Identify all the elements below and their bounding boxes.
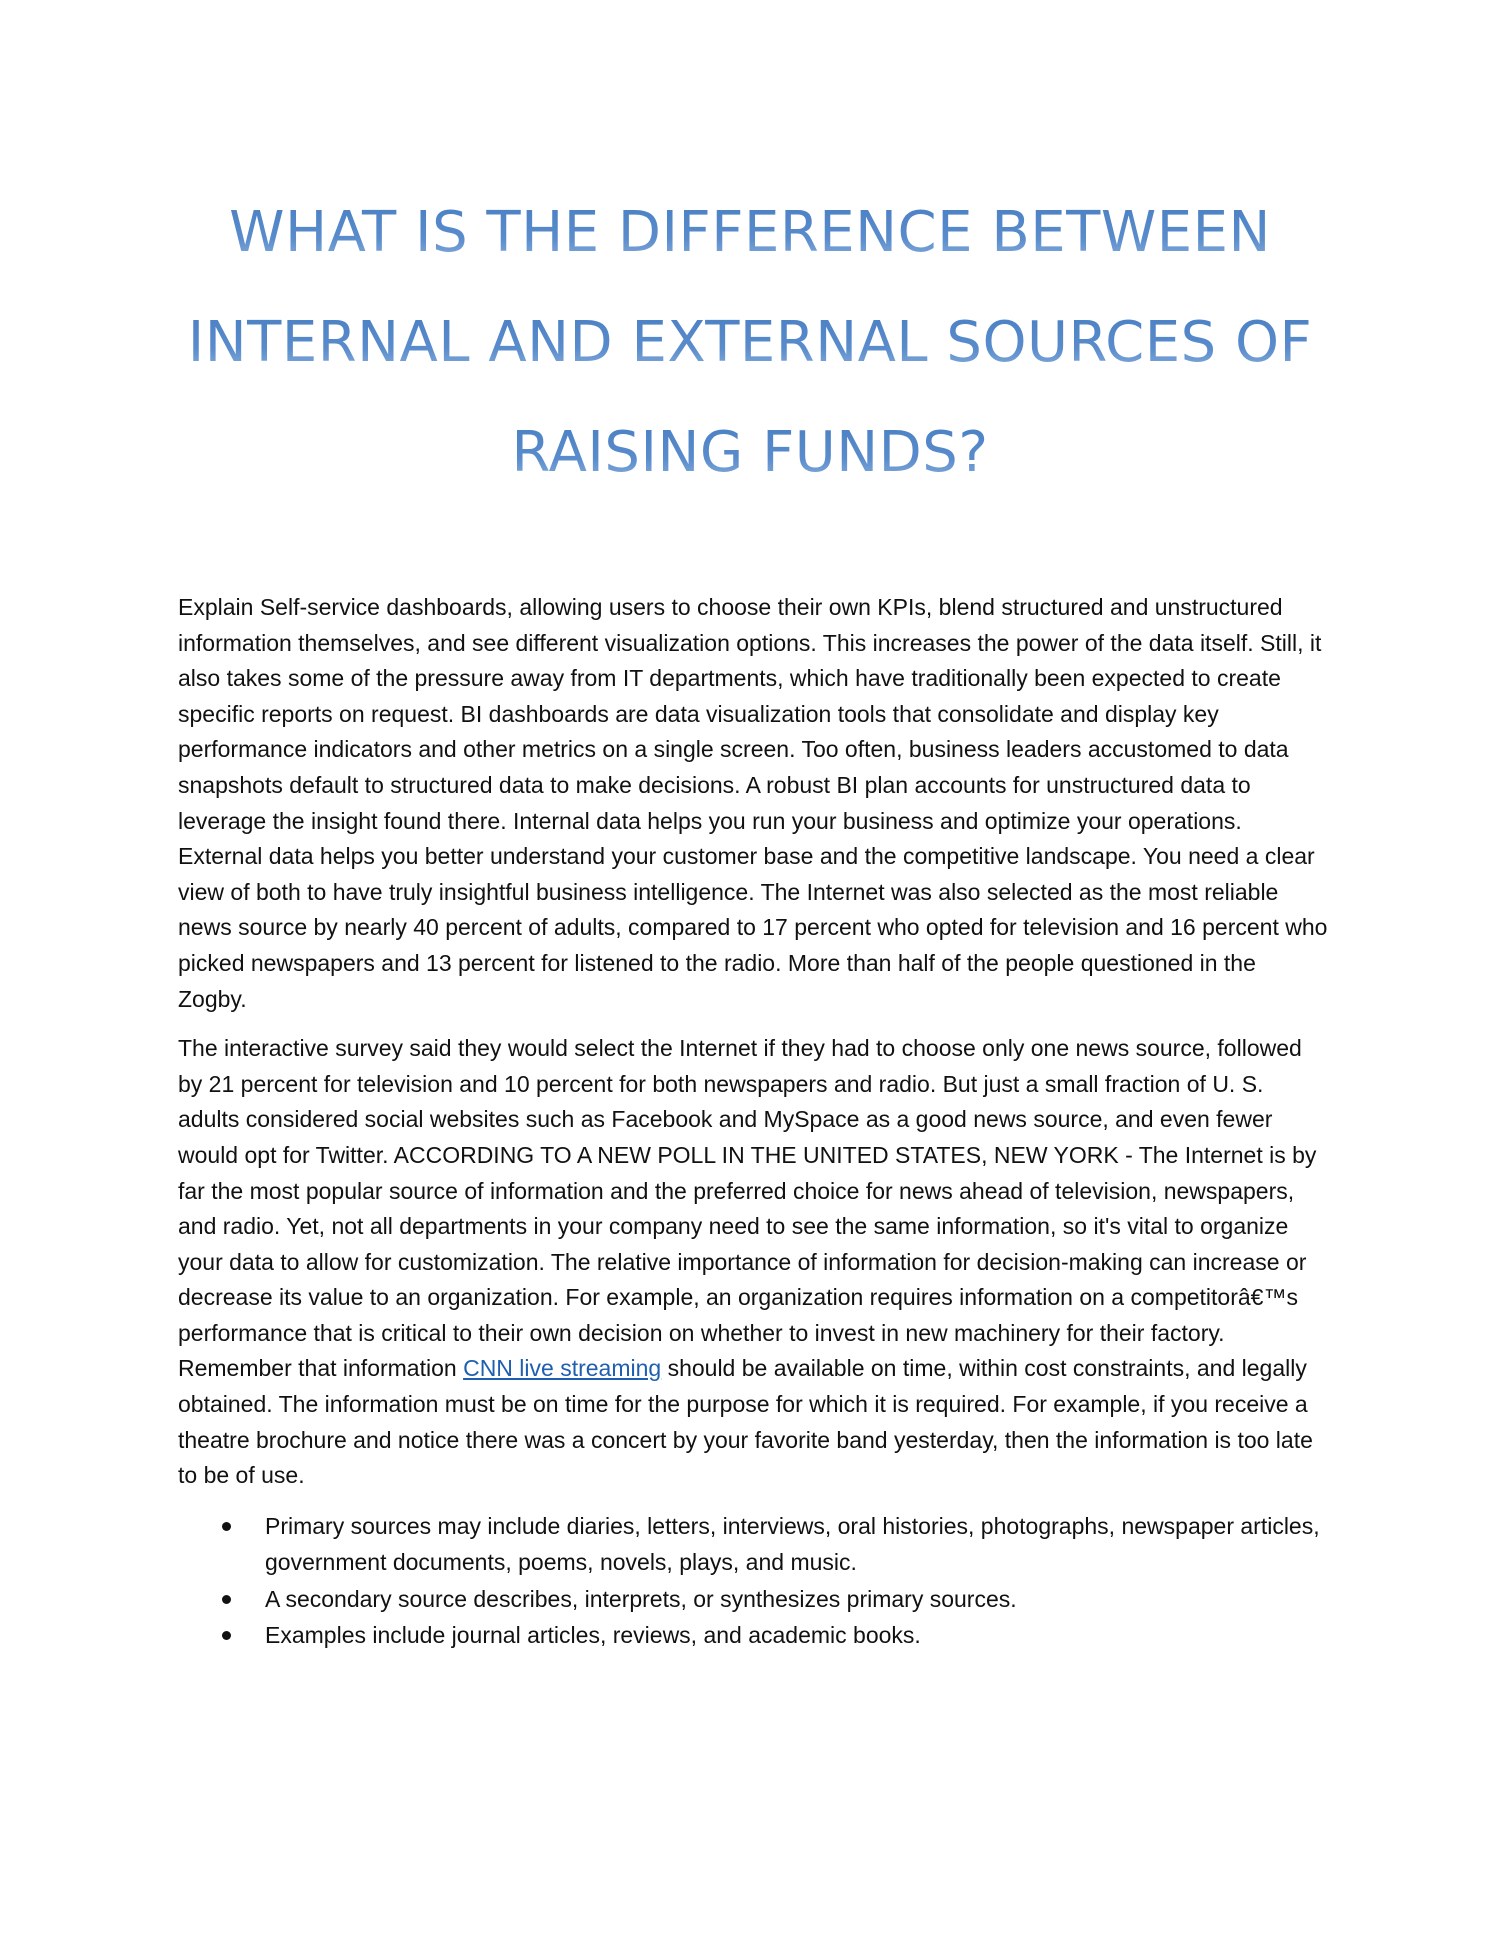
cnn-live-streaming-link[interactable]: CNN live streaming	[463, 1355, 662, 1382]
bullet-text: Examples include journal articles, reviews, and academic books.	[265, 1622, 921, 1649]
bullet-item-examples	[178, 1617, 1328, 1654]
bullet-text: Primary sources may include diaries, letters, interviews, oral histories, photographs, newspaper articles, government documents, poems, novels, plays, and music.	[265, 1512, 1320, 1576]
title-line-1: WHAT IS THE DIFFERENCE BETWEEN	[175, 178, 1325, 288]
paragraph-2-text-before-link: The interactive survey said they would select the Internet if they had to choose only one news source, followed by 21 percent for television and 10 percent for both newspapers and radio. But just a small fraction of U. S. adults considered social websites such as Facebook and MySpace as a good news source, and even fewer would opt for Twitter. ACCORDING TO A NEW POLL IN THE UNITED STATES, NEW YORK - The Internet is by far the most popular source of information and the preferred choice for news ahead of television, newspapers, and radio. Yet, not all departments in your company need to see the same information, so it's vital to organize your data to allow for customization. The relative importance of information for decision-making can increase or decrease its value to an organization. For example, an organization requires information on a competitorâ€™s performance that is critical to their own decision on whether to invest in new machinery for their factory. Remember that information	[178, 1035, 1317, 1382]
bullet-dot-icon	[222, 1595, 231, 1604]
body-text	[178, 590, 1328, 1654]
paragraph-2	[178, 1031, 1328, 1494]
bullet-text: A secondary source describes, interprets, or synthesizes primary sources.	[265, 1585, 1017, 1612]
paragraph-2-text-after-link: should be available on time, within cost constraints, and legally obtained. The information must be on time for the purpose for which it is required. For example, if you receive a theatre brochure and notice there was a concert by your favorite band yesterday, then the information is too late to be of use.	[178, 1355, 1313, 1489]
title-line-2: INTERNAL AND EXTERNAL SOURCES OF	[175, 288, 1325, 398]
title-line-3: RAISING FUNDS?	[175, 398, 1325, 508]
bullet-item-primary-sources	[178, 1508, 1328, 1581]
paragraph-1: Explain Self-service dashboards, allowing users to choose their own KPIs, blend structured and unstructured information themselves, and see different visualization options. This increases the power of the data itself. Still, it also takes some of the pressure away from IT departments, which have traditionally been expected to create specific reports on request. BI dashboards are data visualization tools that consolidate and display key performance indicators and other metrics on a single screen. Too often, business leaders accustomed to data snapshots default to structured data to make decisions. A robust BI plan accounts for unstructured data to leverage the insight found there. Internal data helps you run your business and optimize your operations. External data helps you better understand your customer base and the competitive landscape. You need a clear view of both to have truly insightful business intelligence. The Internet was also selected as the most reliable news source by nearly 40 percent of adults, compared to 17 percent who opted for television and 16 percent who picked newspapers and 13 percent for listened to the radio. More than half of the people questioned in the Zogby.	[178, 594, 1328, 1012]
bullet-list	[178, 1508, 1328, 1654]
page-title	[175, 178, 1325, 508]
bullet-dot-icon	[222, 1522, 231, 1531]
bullet-item-secondary-source	[178, 1581, 1328, 1618]
bullet-dot-icon	[222, 1631, 231, 1640]
